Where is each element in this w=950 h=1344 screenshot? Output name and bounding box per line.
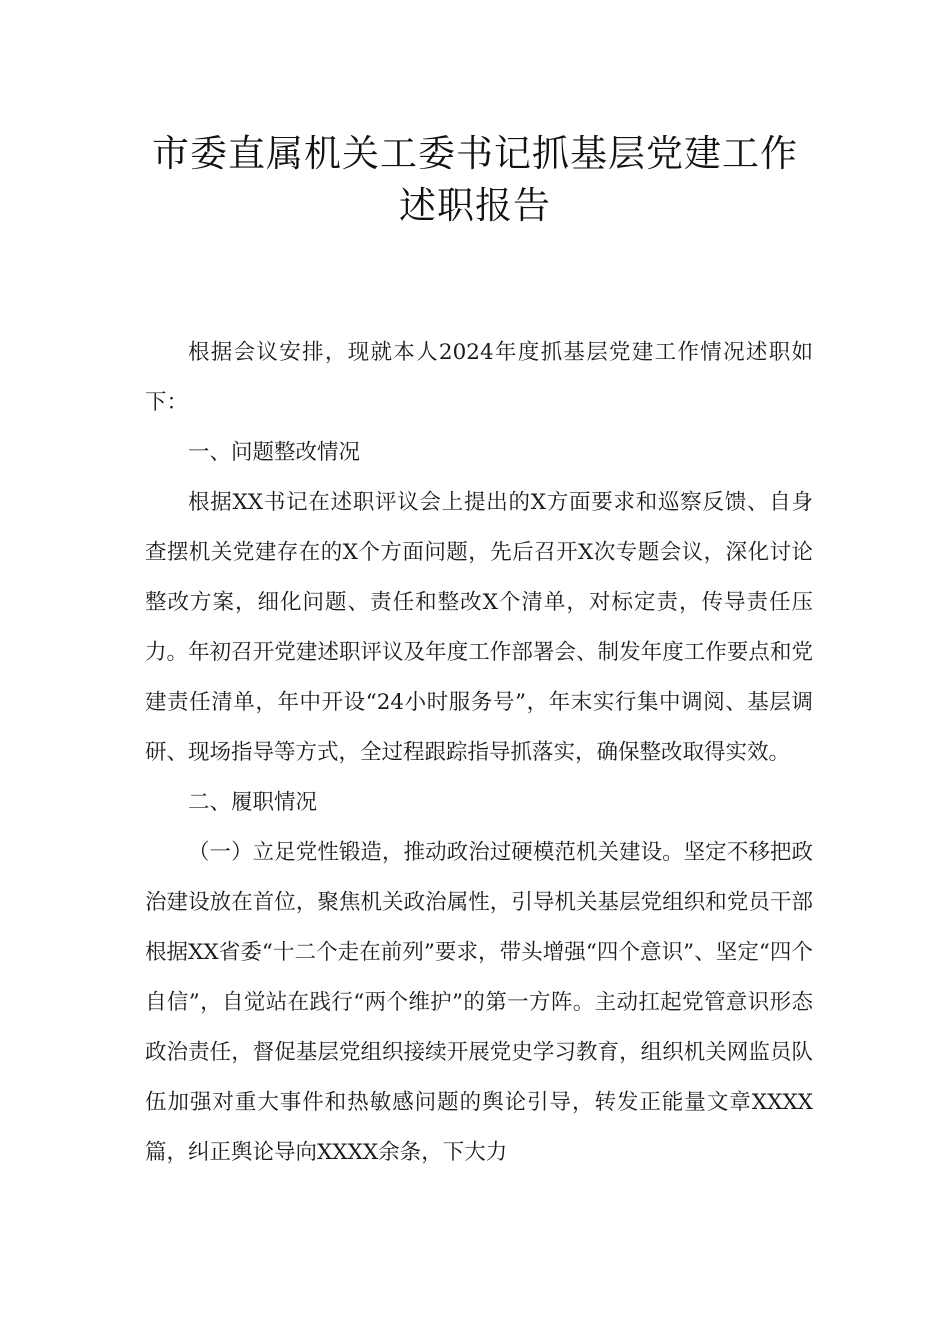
- intro-paragraph: 根据会议安排，现就本人2024年度抓基层党建工作情况述职如下：: [145, 340, 813, 415]
- document-body: [145, 328, 813, 1178]
- title-line-2: 述职报告: [399, 184, 551, 227]
- document-title: [0, 128, 950, 232]
- section-heading-1: 一、问题整改情况: [188, 440, 361, 465]
- section-heading-2: 二、履职情况: [188, 790, 318, 815]
- body-paragraph-1: 根据XX书记在述职评议会上提出的X方面要求和巡察反馈、自身查摆机关党建存在的X个方面问题，先后召开X次专题会议，深化讨论整改方案，细化问题、责任和整改X个清单，对标定责，传导责任压力。年初召开党建述职评议及年度工作部署会、制发年度工作要点和党建责任清单，年中开设“24小时服务号”，年末实行集中调阅、基层调研、现场指导等方式，全过程跟踪指导抓落实，确保整改取得实效。: [145, 490, 813, 765]
- title-line-1: 市委直属机关工委书记抓基层党建工作: [152, 132, 798, 175]
- body-paragraph-2: （一）立足党性锻造，推动政治过硬模范机关建设。坚定不移把政治建设放在首位，聚焦机关政治属性，引导机关基层党组织和党员干部根据XX省委“十二个走在前列”要求，带头增强“四个意识”、坚定“四个自信”，自觉站在践行“两个维护”的第一方阵。主动扛起党管意识形态政治责任，督促基层党组织接续开展党史学习教育，组织机关网监员队伍加强对重大事件和热敏感问题的舆论引导，转发正能量文章XXXX篇，纠正舆论导向XXXX余条，下大力: [145, 840, 813, 1165]
